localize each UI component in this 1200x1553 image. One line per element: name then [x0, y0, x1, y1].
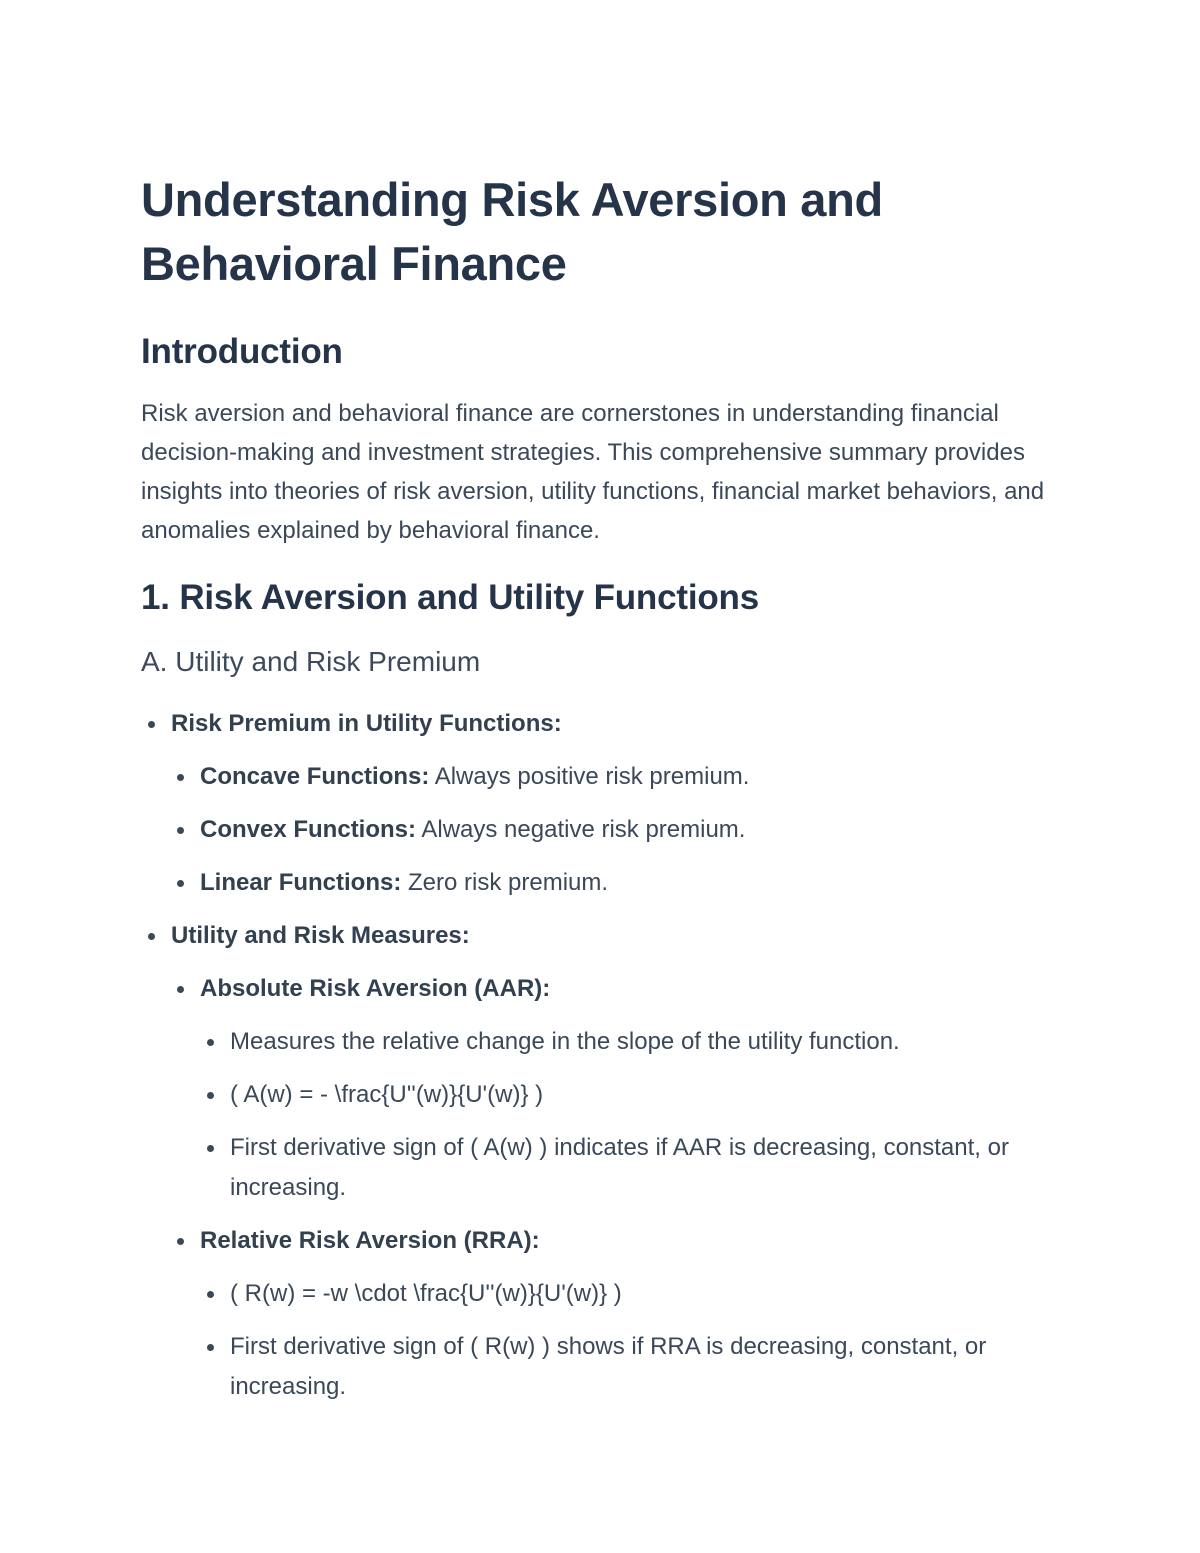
list-item-label: Risk Premium in Utility Functions: — [171, 710, 562, 737]
section-1-heading: 1. Risk Aversion and Utility Functions — [141, 578, 759, 617]
aar-points — [230, 1022, 1071, 1208]
list-item-text: Zero risk premium. — [401, 869, 609, 896]
subsection-a-list — [171, 704, 1071, 1407]
list-item: ( A(w) = - \frac{U''(w)}{U'(w)} ) — [230, 1075, 1071, 1115]
list-item-text: Always negative risk premium. — [416, 816, 746, 843]
list-item-convex — [200, 810, 1071, 850]
list-item-rra — [200, 1221, 1071, 1407]
list-item: Measures the relative change in the slope of the utility function. — [230, 1022, 1071, 1062]
list-item-text: Always positive risk premium. — [429, 763, 750, 790]
list-item-risk-measures — [171, 916, 1071, 1407]
risk-measures-sublist — [200, 969, 1071, 1407]
list-item: First derivative sign of ( R(w) ) shows if RRA is decreasing, constant, or increasing. — [230, 1327, 1071, 1407]
list-item-linear — [200, 863, 1071, 903]
risk-premium-sublist — [200, 757, 1071, 903]
rra-points — [230, 1274, 1071, 1407]
list-item-label: Concave Functions: — [200, 763, 430, 790]
list-item: First derivative sign of ( A(w) ) indicates if AAR is decreasing, constant, or increasing. — [230, 1128, 1071, 1208]
list-item-label: Linear Functions: — [200, 869, 402, 896]
list-item-risk-premium — [171, 704, 1071, 903]
list-item: ( R(w) = -w \cdot \frac{U''(w)}{U'(w)} ) — [230, 1274, 1071, 1314]
list-item-label: Relative Risk Aversion (RRA): — [200, 1227, 540, 1254]
intro-heading: Introduction — [141, 332, 343, 371]
list-item-concave — [200, 757, 1071, 797]
intro-paragraph: Risk aversion and behavioral finance are cornerstones in understanding financial decision-making and investment strategies. This comprehensive summary provides insights into theories of risk aversion, utility functions, financial market behaviors, and anomalies explained by behavioral finance. — [141, 400, 1045, 544]
document-page — [141, 168, 1071, 1420]
list-item-label: Absolute Risk Aversion (AAR): — [200, 975, 551, 1002]
subsection-a-heading: A. Utility and Risk Premium — [141, 646, 481, 677]
list-item-label: Convex Functions: — [200, 816, 417, 843]
list-item-label: Utility and Risk Measures: — [171, 922, 470, 949]
page-title: Understanding Risk Aversion and Behavioral Finance — [141, 173, 883, 290]
list-item-aar — [200, 969, 1071, 1208]
